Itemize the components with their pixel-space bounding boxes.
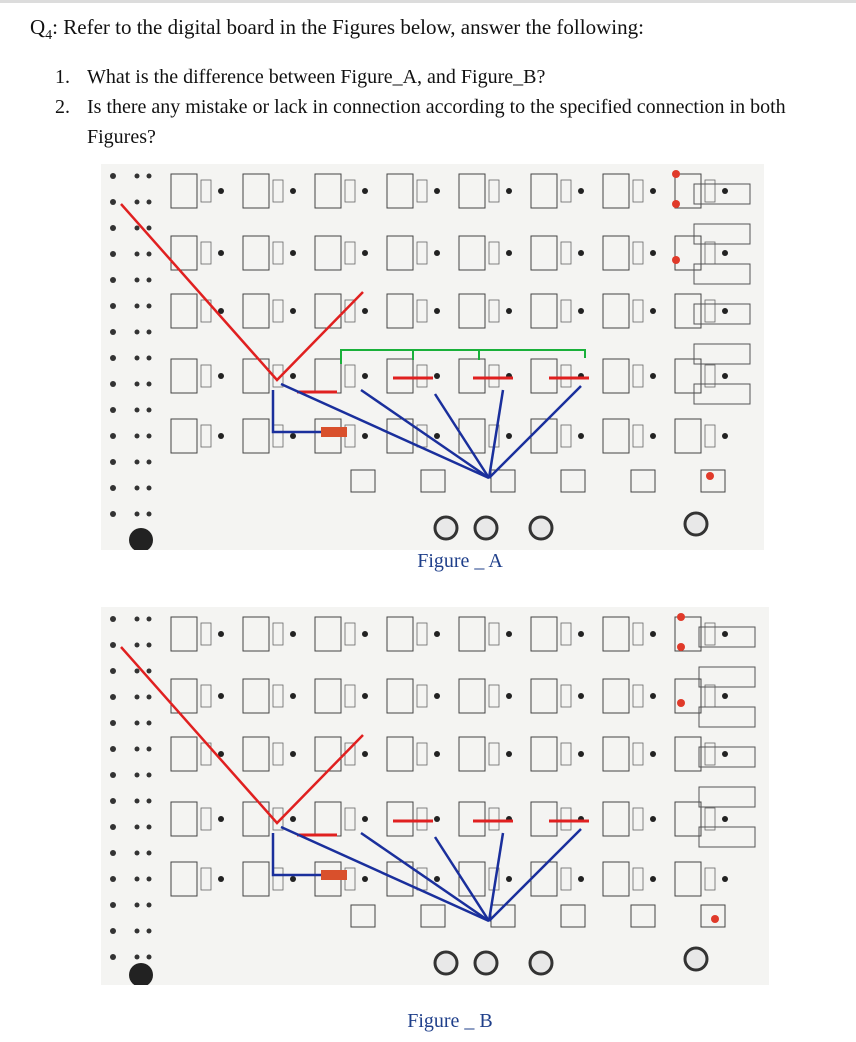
terminal-dot (135, 278, 140, 283)
terminal-dot (135, 955, 140, 960)
terminal-dot (506, 188, 512, 194)
terminal-dot (135, 304, 140, 309)
rotary-knob (435, 952, 457, 974)
terminal-dot (362, 751, 368, 757)
terminal-dot (290, 816, 296, 822)
terminal-dot (290, 373, 296, 379)
terminal-dot (135, 408, 140, 413)
terminal-dot (147, 408, 152, 413)
terminal-dot (110, 225, 116, 231)
terminal-dot (434, 250, 440, 256)
terminal-dot (135, 512, 140, 517)
terminal-dot (135, 903, 140, 908)
rotary-knob (475, 517, 497, 539)
terminal-dot (110, 746, 116, 752)
terminal-dot (506, 250, 512, 256)
terminal-dot (218, 433, 224, 439)
terminal-dot (578, 693, 584, 699)
terminal-dot (147, 773, 152, 778)
terminal-dot (506, 631, 512, 637)
terminal-dot (110, 303, 116, 309)
terminal-dot (110, 407, 116, 413)
terminal-dot (110, 277, 116, 283)
terminal-dot (147, 903, 152, 908)
terminal-dot (135, 747, 140, 752)
terminal-dot (110, 824, 116, 830)
terminal-dot (722, 250, 728, 256)
terminal-dot (110, 616, 116, 622)
terminal-dot (110, 251, 116, 257)
terminal-dot (147, 643, 152, 648)
terminal-dot (147, 460, 152, 465)
board-background (101, 607, 769, 985)
terminal-dot (218, 876, 224, 882)
terminal-dot (722, 751, 728, 757)
terminal-dot (650, 250, 656, 256)
question-list (55, 62, 845, 152)
figure-a-caption: Figure _ A (417, 550, 503, 572)
terminal-dot (147, 669, 152, 674)
terminal-dot (135, 929, 140, 934)
item-number: 2. (55, 96, 70, 118)
rotary-knob (685, 948, 707, 970)
terminal-dot (650, 308, 656, 314)
terminal-dot (110, 928, 116, 934)
terminal-dot (135, 486, 140, 491)
terminal-dot (135, 695, 140, 700)
terminal-dot (578, 876, 584, 882)
terminal-dot (290, 433, 296, 439)
terminal-dot (434, 876, 440, 882)
terminal-dot (110, 459, 116, 465)
terminal-dot (110, 850, 116, 856)
terminal-dot (135, 721, 140, 726)
terminal-dot (147, 955, 152, 960)
terminal-dot (110, 772, 116, 778)
question-item-2 (55, 92, 845, 152)
terminal-dot (434, 693, 440, 699)
question-item-1 (55, 62, 845, 92)
terminal-dot (218, 188, 224, 194)
terminal-dot (110, 902, 116, 908)
terminal-dot (506, 433, 512, 439)
rotary-knob (685, 513, 707, 535)
terminal-dot (218, 250, 224, 256)
terminal-dot (110, 173, 116, 179)
question-label: Q (30, 15, 46, 39)
terminal-dot (506, 751, 512, 757)
terminal-dot (135, 643, 140, 648)
terminal-dot (506, 876, 512, 882)
terminal-dot (110, 329, 116, 335)
item-text: Is there any mistake or lack in connection according to the specified connection in both Figures? (87, 96, 786, 148)
terminal-dot (434, 373, 440, 379)
terminal-dot (362, 693, 368, 699)
rotary-knob (530, 517, 552, 539)
top-divider (0, 0, 856, 3)
red-component (321, 870, 347, 880)
terminal-dot (650, 373, 656, 379)
terminal-dot (135, 356, 140, 361)
terminal-dot (434, 308, 440, 314)
terminal-dot (578, 250, 584, 256)
terminal-dot (650, 188, 656, 194)
terminal-dot (650, 876, 656, 882)
terminal-dot (722, 433, 728, 439)
terminal-dot (147, 226, 152, 231)
red-component (321, 427, 347, 437)
terminal-dot (135, 226, 140, 231)
terminal-dot (218, 631, 224, 637)
question-text: : Refer to the digital board in the Figures below, answer the following: (52, 15, 644, 39)
terminal-dot (722, 876, 728, 882)
terminal-dot (110, 876, 116, 882)
terminal-dot (722, 631, 728, 637)
led-indicator (677, 643, 685, 651)
led-indicator (677, 699, 685, 707)
item-number: 1. (55, 66, 70, 88)
terminal-dot (110, 954, 116, 960)
rotary-knob (435, 517, 457, 539)
terminal-dot (135, 252, 140, 257)
terminal-dot (434, 433, 440, 439)
terminal-dot (578, 308, 584, 314)
figure-b-board-image (101, 607, 769, 985)
terminal-dot (110, 433, 116, 439)
terminal-dot (147, 200, 152, 205)
led-indicator (672, 200, 680, 208)
terminal-dot (135, 617, 140, 622)
terminal-dot (110, 668, 116, 674)
terminal-dot (147, 174, 152, 179)
terminal-dot (147, 825, 152, 830)
figure-b-caption: Figure _ B (407, 1010, 493, 1032)
terminal-dot (110, 798, 116, 804)
terminal-dot (434, 188, 440, 194)
terminal-dot (578, 433, 584, 439)
terminal-dot (722, 188, 728, 194)
terminal-dot (110, 511, 116, 517)
rotary-knob (530, 952, 552, 974)
terminal-dot (147, 851, 152, 856)
terminal-dot (147, 877, 152, 882)
terminal-dot (362, 876, 368, 882)
terminal-dot (147, 434, 152, 439)
terminal-dot (650, 433, 656, 439)
led-indicator (672, 256, 680, 264)
terminal-dot (362, 373, 368, 379)
terminal-dot (135, 851, 140, 856)
item-text: What is the difference between Figure_A, and Figure_B? (87, 66, 546, 88)
terminal-dot (722, 308, 728, 314)
terminal-dot (147, 695, 152, 700)
led-indicator (672, 170, 680, 178)
terminal-dot (722, 693, 728, 699)
led-indicator (677, 613, 685, 621)
question-heading (30, 14, 644, 49)
terminal-dot (135, 877, 140, 882)
terminal-dot (578, 751, 584, 757)
terminal-dot (110, 642, 116, 648)
terminal-dot (147, 486, 152, 491)
terminal-dot (362, 433, 368, 439)
terminal-dot (290, 250, 296, 256)
terminal-dot (290, 751, 296, 757)
terminal-dot (110, 694, 116, 700)
figure-b-board-photo (101, 607, 769, 985)
terminal-dot (434, 816, 440, 822)
terminal-dot (135, 382, 140, 387)
terminal-dot (290, 631, 296, 637)
terminal-dot (650, 693, 656, 699)
terminal-dot (362, 631, 368, 637)
led-indicator (706, 472, 714, 480)
terminal-dot (650, 751, 656, 757)
terminal-dot (135, 669, 140, 674)
terminal-dot (506, 308, 512, 314)
terminal-dot (290, 693, 296, 699)
terminal-dot (147, 512, 152, 517)
terminal-dot (110, 381, 116, 387)
figure-a-board-photo (101, 164, 764, 550)
terminal-dot (110, 199, 116, 205)
question-number: 4 (45, 28, 53, 44)
terminal-dot (722, 373, 728, 379)
terminal-dot (362, 188, 368, 194)
terminal-dot (135, 434, 140, 439)
terminal-dot (147, 330, 152, 335)
terminal-dot (506, 693, 512, 699)
terminal-dot (135, 200, 140, 205)
terminal-dot (110, 355, 116, 361)
terminal-dot (650, 631, 656, 637)
terminal-dot (147, 747, 152, 752)
terminal-dot (147, 617, 152, 622)
terminal-dot (135, 330, 140, 335)
terminal-dot (650, 816, 656, 822)
terminal-dot (722, 816, 728, 822)
terminal-dot (147, 929, 152, 934)
terminal-dot (147, 252, 152, 257)
terminal-dot (110, 720, 116, 726)
terminal-dot (135, 174, 140, 179)
terminal-dot (135, 825, 140, 830)
figure-a-board-image (101, 164, 764, 550)
terminal-dot (147, 356, 152, 361)
terminal-dot (147, 721, 152, 726)
terminal-dot (362, 308, 368, 314)
terminal-dot (578, 188, 584, 194)
terminal-dot (218, 373, 224, 379)
terminal-dot (578, 631, 584, 637)
terminal-dot (110, 485, 116, 491)
terminal-dot (290, 876, 296, 882)
terminal-dot (147, 382, 152, 387)
terminal-dot (218, 816, 224, 822)
terminal-dot (434, 751, 440, 757)
terminal-dot (135, 460, 140, 465)
terminal-dot (135, 773, 140, 778)
terminal-dot (434, 631, 440, 637)
terminal-dot (147, 799, 152, 804)
rotary-knob (475, 952, 497, 974)
terminal-dot (147, 278, 152, 283)
terminal-dot (362, 816, 368, 822)
terminal-dot (290, 188, 296, 194)
terminal-dot (147, 304, 152, 309)
terminal-dot (290, 308, 296, 314)
led-indicator (711, 915, 719, 923)
terminal-dot (218, 693, 224, 699)
terminal-dot (362, 250, 368, 256)
terminal-dot (135, 799, 140, 804)
